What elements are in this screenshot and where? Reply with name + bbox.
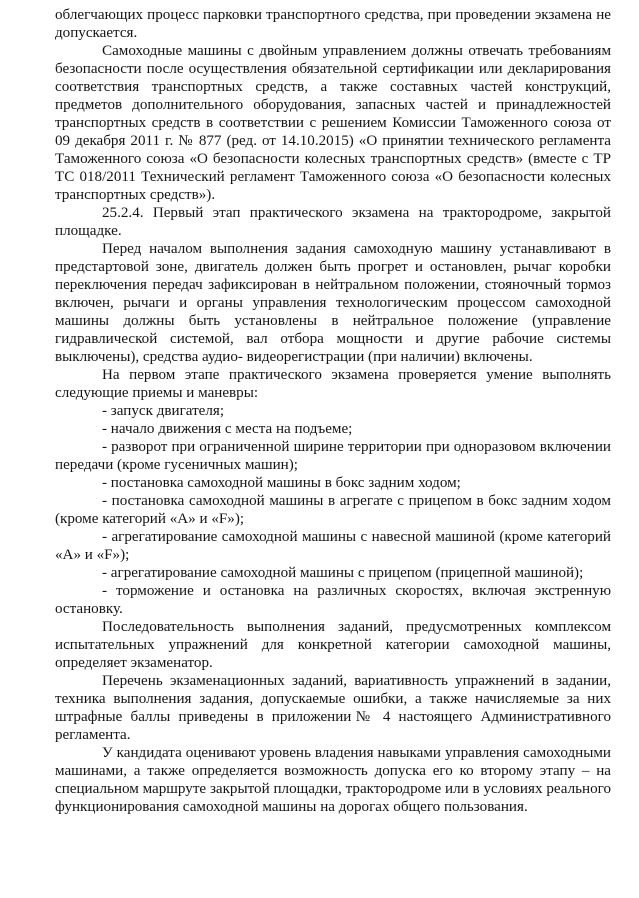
list-item-reverse-parking: - постановка самоходной машины в бокс задним ходом; (102, 475, 461, 491)
document-page (55, 6, 611, 816)
paragraph-start-zone-preparation: Перед началом выполнения задания самоходную машину устанавливают в предстартовой зоне, двигатель должен быть прогрет и остановлен, рычаг коробки переключения передач зафиксирован в нейтральном положении, стояночный тормоз включен, рычаги и органы управления технологическим процессом самоходной машины должны быть установлены в нейтральное положение (управление гидравлической системой, вал отбора мощности и другие рабочие системы выключены), средства аудио- видеорегистрации (при наличии) включены. (55, 241, 611, 365)
paragraph-parking-continuation: облегчающих процесс парковки транспортного средства, при проведении экзамена не допускается. (55, 7, 611, 41)
list-item-hill-start: - начало движения с места на подъеме; (102, 421, 353, 437)
list-item-braking: - торможение и остановка на различных скоростях, включая экстренную остановку. (55, 583, 611, 617)
list-item-trailer-reverse-parking: - постановка самоходной машины в агрегате с прицепом в бокс задним ходом (кроме категорий «А» и «F»); (55, 493, 611, 527)
paragraph-task-list-appendix: Перечень экзаменационных заданий, вариативность упражнений в задании, техника выполнения задания, допускаемые ошибки, а также начисляемые за них штрафные баллы приведены в приложении№ 4 настоящего Административного регламента. (55, 673, 611, 743)
paragraph-first-stage-intro: На первом этапе практического экзамена проверяется умение выполнять следующие приемы и маневры: (55, 367, 611, 401)
paragraph-section-25-2-4: 25.2.4. Первый этап практического экзамена на трактородроме, закрытой площадке. (55, 205, 611, 239)
list-item-trailer-coupling: - агрегатирование самоходной машины с прицепом (прицепной машиной); (102, 565, 584, 581)
list-item-u-turn: - разворот при ограниченной ширине территории при одноразовом включении передачи (кроме гусеничных машин); (55, 439, 611, 473)
paragraph-candidate-assessment: У кандидата оценивают уровень владения навыками управления самоходными машинами, а также определяется возможность допуска его ко второму этапу – на специальном маршруте закрытой площадки, трактородроме или в условиях реального функционирования самоходной машины на дорогах общего пользования. (55, 745, 611, 815)
list-item-engine-start: - запуск двигателя; (102, 403, 225, 419)
list-item-mounted-implement-coupling: - агрегатирование самоходной машины с навесной машиной (кроме категорий «А» и «F»); (55, 529, 611, 563)
paragraph-dual-control-requirements: Самоходные машины с двойным управлением должны отвечать требованиям безопасности после осуществления обязательной сертификации или декларирования соответствия транспортных средств, а также составных частей конструкций, предметов дополнительного оборудования, запасных частей и принадлежностей транспортных средств в соответствии с решением Комиссии Таможенного союза от 09 декабря 2011 г. № 877 (ред. от 14.10.2015) «О принятии технического регламента Таможенного союза «О безопасности колесных транспортных средств» (вместе с ТР ТС 018/2011 Технический регламент Таможенного союза «О безопасности колесных транспортных средств»). (55, 43, 611, 203)
paragraph-task-sequence: Последовательность выполнения заданий, предусмотренных комплексом испытательных упражнений для конкретной категории самоходной машины, определяет экзаменатор. (55, 619, 611, 671)
